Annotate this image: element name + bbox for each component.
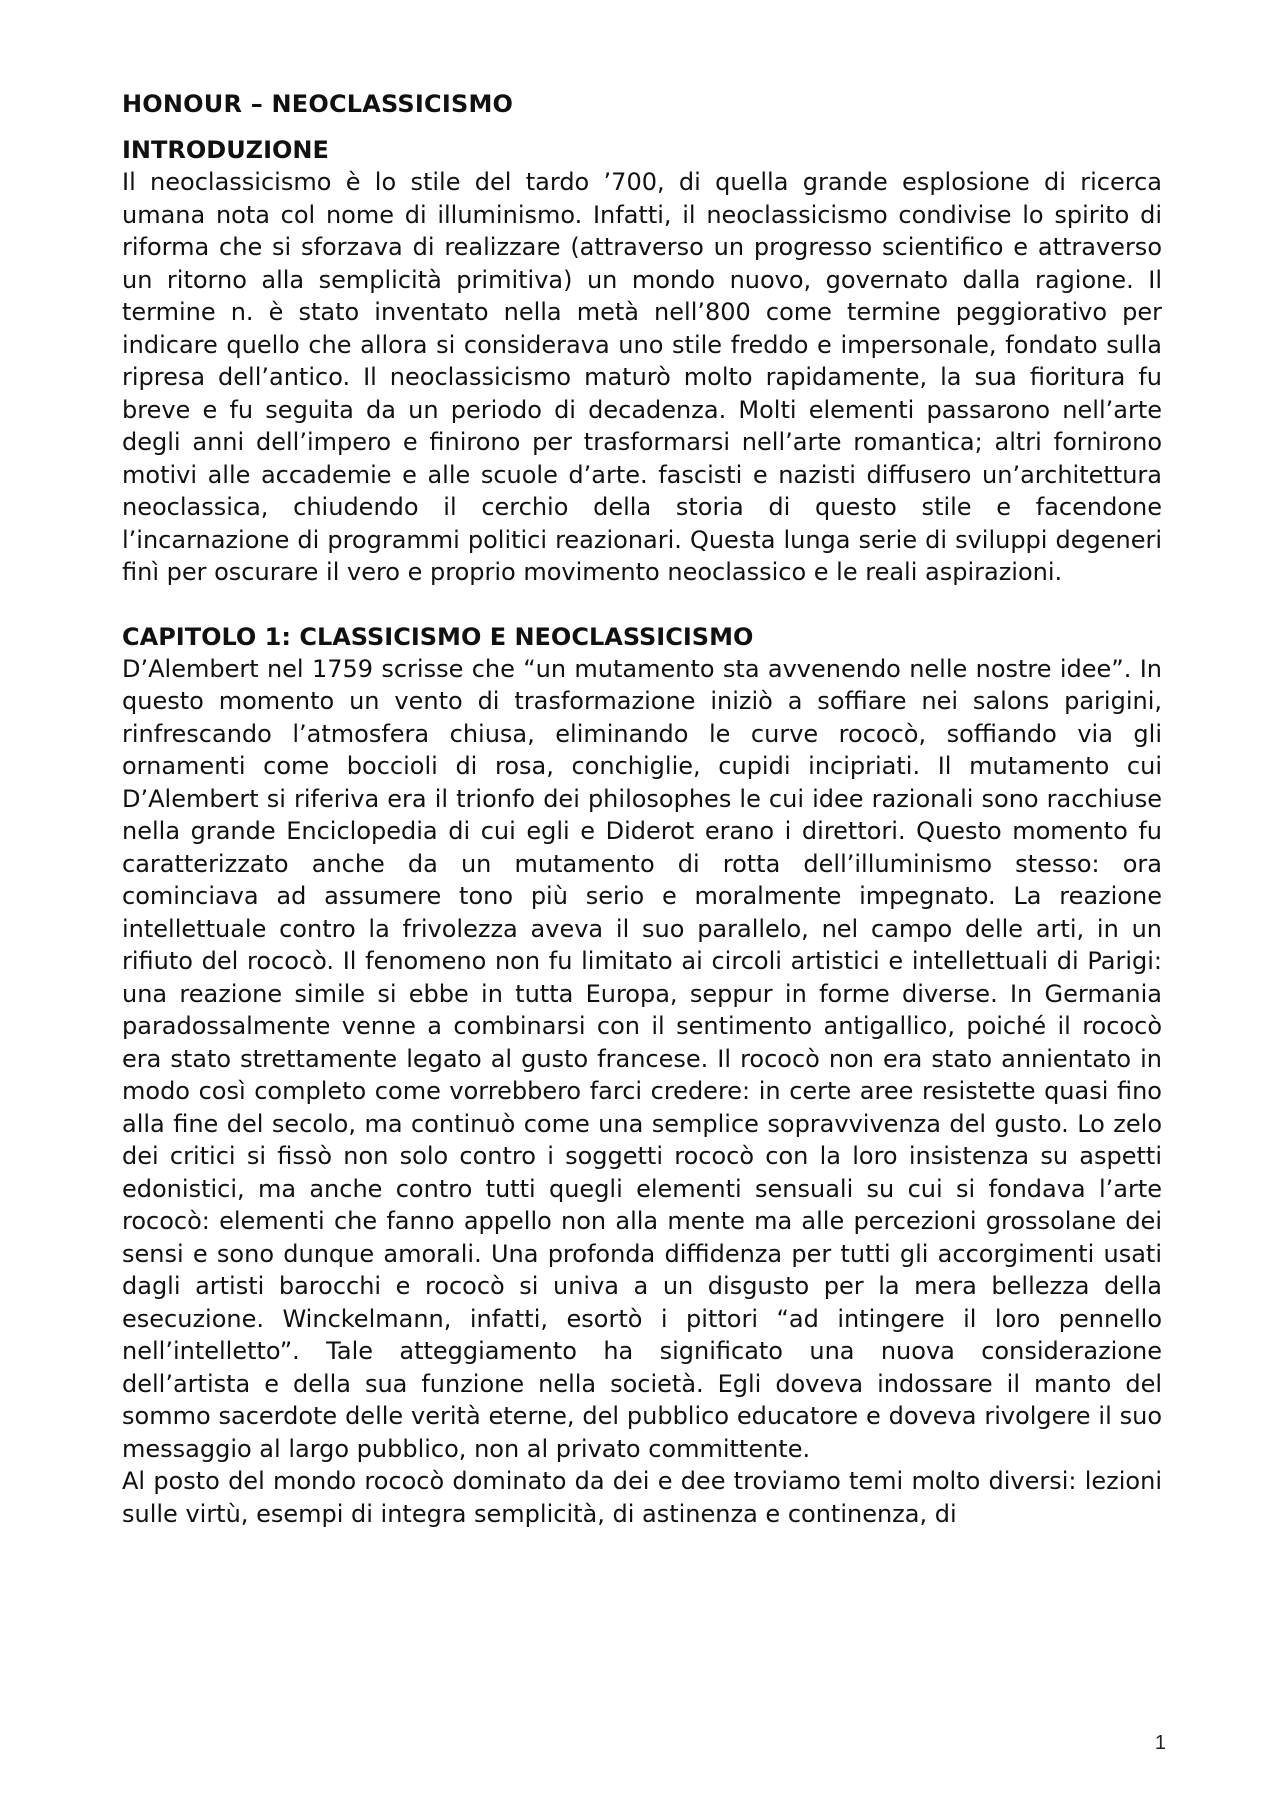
- section-heading: CAPITOLO 1: CLASSICISMO E NEOCLASSICISMO: [122, 622, 754, 651]
- section-heading: INTRODUZIONE: [122, 136, 329, 164]
- section-capitolo-1: [122, 621, 1162, 1531]
- page-number: 1: [1154, 1732, 1166, 1754]
- paragraph: D’Alembert nel 1759 scrisse che “un mutamento sta avvenendo nelle nostre idee”. In questo momento un vento di trasformazione iniziò a soffiare nei salons parigini, rinfrescando l’atmosfera chiusa, eliminando le curve rococò, soffiando via gli ornamenti come boccioli di rosa, conchiglie, cupidi incipriati. Il mutamento cui D’Alembert si riferiva era il trionfo dei philosophes le cui idee razionali sono racchiuse nella grande Enciclopedia di cui egli e Diderot erano i direttori. Questo momento fu caratterizzato anche da un mutamento di rotta dell’illuminismo stesso: ora cominciava ad assumere tono più serio e moralmente impegnato. La reazione intellettuale contro la frivolezza aveva il suo parallelo, nel campo delle arti, in un rifiuto del rococò. Il fenomeno non fu limitato ai circoli artistici e intellettuali di Parigi: una reazione simile si ebbe in tutta Europa, seppur in forme diverse. In Germania paradossalmente venne a combinarsi con il sentimento antigallico, poiché il rococò era stato strettamente legato al gusto francese. Il rococò non era stato annientato in modo così completo come vorrebbero farci credere: in certe aree resistette quasi fino alla fine del secolo, ma continuò come una semplice sopravvivenza del gusto. Lo zelo dei critici si fissò non solo contro i soggetti rococò con la loro insistenza su aspetti edonistici, ma anche contro tutti quegli elementi sensuali su cui si fondava l’arte rococò: elementi che fanno appello non alla mente ma alle percezioni grossolane dei sensi e sono dunque amorali. Una profonda diffidenza per tutti gli accorgimenti usati dagli artisti barocchi e rococò si univa a un disgusto per la mera bellezza della esecuzione. Winckelmann, infatti, esortò i pittori “ad intingere il loro pennello nell’intelletto”. Tale atteggiamento ha significato una nuova considerazione dell’artista e della sua funzione nella società. Egli doveva indossare il manto del sommo sacerdote delle verità eterne, del pubblico educatore e doveva rivolgere il suo messaggio al largo pubblico, non al privato committente.: [122, 654, 1162, 1463]
- paragraph: Il neoclassicismo è lo stile del tardo ’700, di quella grande esplosione di ricerca umana nota col nome di illuminismo. Infatti, il neoclassicismo condivise lo spirito di riforma che si sforzava di realizzare (attraverso un progresso scientifico e attraverso un ritorno alla semplicità primitiva) un mondo nuovo, governato dalla ragione. Il termine n. è stato inventato nella metà nell’800 come termine peggiorativo per indicare quello che allora si considerava uno stile freddo e impersonale, fondato sulla ripresa dell’antico. Il neoclassicismo maturò molto rapidamente, la sua fioritura fu breve e fu seguita da un periodo di decadenza. Molti elementi passarono nell’arte degli anni dell’impero e finirono per trasformarsi nell’arte romantica; altri fornirono motivi alle accademie e alle scuole d’arte. fascisti e nazisti diffusero un’architettura neoclassica, chiudendo il cerchio della storia di questo stile e facendone l’incarnazione di programmi politici reazionari. Questa lunga serie di sviluppi degeneri finì per oscurare il vero e proprio movimento neoclassico e le reali aspirazioni.: [122, 168, 1162, 586]
- paragraph: Al posto del mondo rococò dominato da dei e dee troviamo temi molto diversi: lezioni sulle virtù, esempi di integra semplicità, di astinenza e continenza, di: [122, 1467, 1162, 1528]
- section-introduzione: [122, 134, 1162, 589]
- page-content: [122, 88, 1162, 1530]
- section-spacer: [122, 589, 1162, 621]
- document-title: HONOUR – NEOCLASSICISMO: [122, 90, 514, 118]
